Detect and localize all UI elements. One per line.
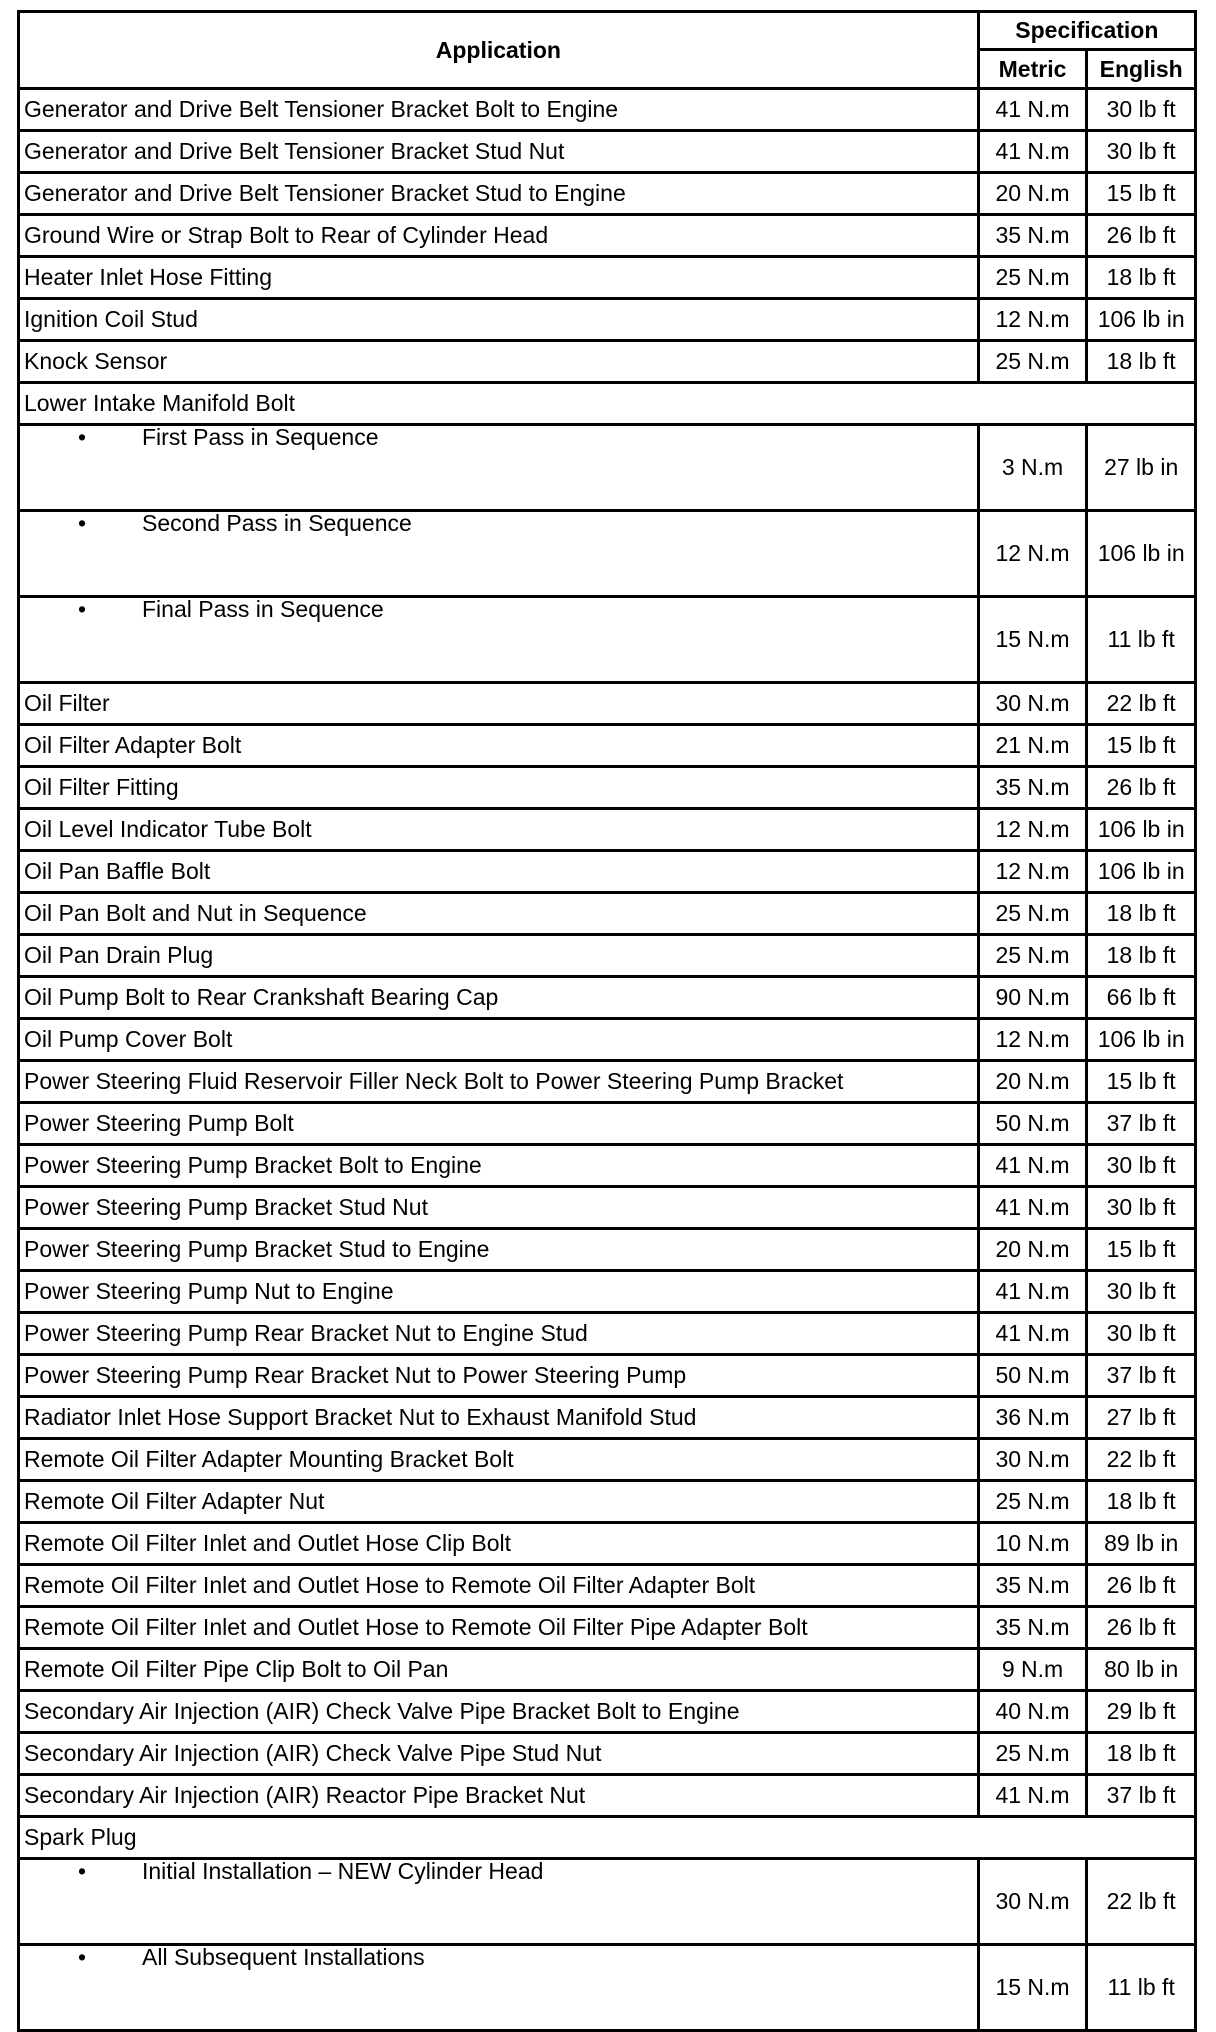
table-row bbox=[19, 173, 1196, 215]
application-cell: Remote Oil Filter Adapter Mounting Bracket Bolt bbox=[19, 1439, 979, 1481]
table-row bbox=[19, 809, 1196, 851]
application-cell: Generator and Drive Belt Tensioner Bracket Bolt to Engine bbox=[19, 89, 979, 131]
table-row bbox=[19, 1103, 1196, 1145]
metric-value: 25 N.m bbox=[978, 257, 1087, 299]
english-value: 37 lb ft bbox=[1087, 1355, 1196, 1397]
metric-value: 40 N.m bbox=[978, 1691, 1087, 1733]
application-cell bbox=[19, 597, 979, 683]
bullet-icon: • bbox=[77, 510, 87, 536]
metric-value: 41 N.m bbox=[978, 1775, 1087, 1817]
english-value: 15 lb ft bbox=[1087, 1229, 1196, 1271]
metric-value: 25 N.m bbox=[978, 893, 1087, 935]
metric-value: 36 N.m bbox=[978, 1397, 1087, 1439]
metric-value: 20 N.m bbox=[978, 173, 1087, 215]
english-value: 26 lb ft bbox=[1087, 1607, 1196, 1649]
application-cell: Secondary Air Injection (AIR) Check Valve Pipe Stud Nut bbox=[19, 1733, 979, 1775]
english-value: 27 lb in bbox=[1087, 425, 1196, 511]
table-row bbox=[19, 725, 1196, 767]
english-value: 106 lb in bbox=[1087, 511, 1196, 597]
metric-value: 41 N.m bbox=[978, 131, 1087, 173]
application-cell: Heater Inlet Hose Fitting bbox=[19, 257, 979, 299]
english-value: 18 lb ft bbox=[1087, 341, 1196, 383]
table-row bbox=[19, 977, 1196, 1019]
application-cell: Remote Oil Filter Inlet and Outlet Hose to Remote Oil Filter Pipe Adapter Bolt bbox=[19, 1607, 979, 1649]
metric-value: 50 N.m bbox=[978, 1103, 1087, 1145]
metric-value: 30 N.m bbox=[978, 1859, 1087, 1945]
table-row bbox=[19, 1439, 1196, 1481]
table-row bbox=[19, 1187, 1196, 1229]
table-row bbox=[19, 851, 1196, 893]
application-cell: Oil Pan Bolt and Nut in Sequence bbox=[19, 893, 979, 935]
english-value: 26 lb ft bbox=[1087, 215, 1196, 257]
table-row bbox=[19, 1775, 1196, 1817]
table-header bbox=[19, 12, 1196, 89]
metric-value: 15 N.m bbox=[978, 1945, 1087, 2031]
metric-header: Metric bbox=[978, 50, 1087, 89]
sub-step-row bbox=[19, 1859, 1196, 1945]
english-value: 18 lb ft bbox=[1087, 935, 1196, 977]
english-value: 22 lb ft bbox=[1087, 683, 1196, 725]
application-cell: Power Steering Pump Bracket Stud Nut bbox=[19, 1187, 979, 1229]
application-cell bbox=[19, 425, 979, 511]
application-cell: Secondary Air Injection (AIR) Reactor Pipe Bracket Nut bbox=[19, 1775, 979, 1817]
torque-spec-table bbox=[17, 10, 1197, 2032]
application-cell: Oil Pump Bolt to Rear Crankshaft Bearing Cap bbox=[19, 977, 979, 1019]
bullet-icon: • bbox=[77, 1858, 87, 1884]
metric-value: 10 N.m bbox=[978, 1523, 1087, 1565]
english-value: 89 lb in bbox=[1087, 1523, 1196, 1565]
table-row bbox=[19, 1271, 1196, 1313]
english-value: 26 lb ft bbox=[1087, 767, 1196, 809]
english-value: 66 lb ft bbox=[1087, 977, 1196, 1019]
english-value: 15 lb ft bbox=[1087, 173, 1196, 215]
metric-value: 21 N.m bbox=[978, 725, 1087, 767]
bullet-icon: • bbox=[77, 1944, 87, 1970]
english-value: 18 lb ft bbox=[1087, 1481, 1196, 1523]
application-cell: Generator and Drive Belt Tensioner Bracket Stud Nut bbox=[19, 131, 979, 173]
header-row-top bbox=[19, 12, 1196, 50]
bullet-icon: • bbox=[77, 424, 87, 450]
english-value: 18 lb ft bbox=[1087, 1733, 1196, 1775]
application-cell: Radiator Inlet Hose Support Bracket Nut to Exhaust Manifold Stud bbox=[19, 1397, 979, 1439]
english-value: 30 lb ft bbox=[1087, 1313, 1196, 1355]
english-value: 106 lb in bbox=[1087, 1019, 1196, 1061]
application-cell bbox=[19, 1945, 979, 2031]
metric-value: 20 N.m bbox=[978, 1061, 1087, 1103]
step-label: Final Pass in Sequence bbox=[142, 596, 384, 622]
metric-value: 35 N.m bbox=[978, 1565, 1087, 1607]
english-value: 30 lb ft bbox=[1087, 1271, 1196, 1313]
sub-step-row bbox=[19, 511, 1196, 597]
application-cell: Remote Oil Filter Inlet and Outlet Hose to Remote Oil Filter Adapter Bolt bbox=[19, 1565, 979, 1607]
english-value: 106 lb in bbox=[1087, 299, 1196, 341]
metric-value: 25 N.m bbox=[978, 1733, 1087, 1775]
table-row bbox=[19, 1691, 1196, 1733]
english-value: 11 lb ft bbox=[1087, 1945, 1196, 2031]
table-row bbox=[19, 893, 1196, 935]
metric-value: 25 N.m bbox=[978, 935, 1087, 977]
table-row bbox=[19, 131, 1196, 173]
table-row bbox=[19, 1313, 1196, 1355]
english-value: 37 lb ft bbox=[1087, 1775, 1196, 1817]
english-value: 30 lb ft bbox=[1087, 1145, 1196, 1187]
application-cell: Remote Oil Filter Adapter Nut bbox=[19, 1481, 979, 1523]
metric-value: 41 N.m bbox=[978, 89, 1087, 131]
table-row bbox=[19, 683, 1196, 725]
step-label: Initial Installation – NEW Cylinder Head bbox=[142, 1858, 544, 1884]
application-cell: Knock Sensor bbox=[19, 341, 979, 383]
english-value: 22 lb ft bbox=[1087, 1859, 1196, 1945]
group-label: Lower Intake Manifold Bolt bbox=[19, 383, 1196, 425]
specification-header: Specification bbox=[978, 12, 1195, 50]
metric-value: 12 N.m bbox=[978, 299, 1087, 341]
table-row bbox=[19, 767, 1196, 809]
table-row bbox=[19, 1733, 1196, 1775]
application-cell: Power Steering Pump Bolt bbox=[19, 1103, 979, 1145]
table-row bbox=[19, 1523, 1196, 1565]
metric-value: 50 N.m bbox=[978, 1355, 1087, 1397]
application-cell: Oil Pan Baffle Bolt bbox=[19, 851, 979, 893]
application-cell: Power Steering Pump Bracket Bolt to Engine bbox=[19, 1145, 979, 1187]
table-row bbox=[19, 1355, 1196, 1397]
application-cell: Secondary Air Injection (AIR) Check Valve Pipe Bracket Bolt to Engine bbox=[19, 1691, 979, 1733]
english-value: 18 lb ft bbox=[1087, 893, 1196, 935]
bullet-icon: • bbox=[77, 596, 87, 622]
english-value: 15 lb ft bbox=[1087, 1061, 1196, 1103]
metric-value: 41 N.m bbox=[978, 1313, 1087, 1355]
application-cell: Oil Filter Fitting bbox=[19, 767, 979, 809]
application-header: Application bbox=[19, 12, 979, 89]
english-value: 27 lb ft bbox=[1087, 1397, 1196, 1439]
table-body bbox=[19, 89, 1196, 2031]
application-cell: Generator and Drive Belt Tensioner Bracket Stud to Engine bbox=[19, 173, 979, 215]
metric-value: 12 N.m bbox=[978, 511, 1087, 597]
metric-value: 12 N.m bbox=[978, 1019, 1087, 1061]
metric-value: 3 N.m bbox=[978, 425, 1087, 511]
english-value: 29 lb ft bbox=[1087, 1691, 1196, 1733]
table-row bbox=[19, 257, 1196, 299]
metric-value: 15 N.m bbox=[978, 597, 1087, 683]
table-row bbox=[19, 1649, 1196, 1691]
metric-value: 12 N.m bbox=[978, 809, 1087, 851]
metric-value: 90 N.m bbox=[978, 977, 1087, 1019]
application-cell: Remote Oil Filter Pipe Clip Bolt to Oil Pan bbox=[19, 1649, 979, 1691]
table-row bbox=[19, 1607, 1196, 1649]
metric-value: 41 N.m bbox=[978, 1271, 1087, 1313]
english-value: 11 lb ft bbox=[1087, 597, 1196, 683]
table-row bbox=[19, 1061, 1196, 1103]
sub-step-row bbox=[19, 597, 1196, 683]
english-value: 37 lb ft bbox=[1087, 1103, 1196, 1145]
application-cell: Oil Level Indicator Tube Bolt bbox=[19, 809, 979, 851]
step-label: First Pass in Sequence bbox=[142, 424, 379, 450]
metric-value: 35 N.m bbox=[978, 215, 1087, 257]
table-row bbox=[19, 1019, 1196, 1061]
table-row bbox=[19, 1229, 1196, 1271]
application-cell: Power Steering Pump Rear Bracket Nut to Power Steering Pump bbox=[19, 1355, 979, 1397]
application-cell bbox=[19, 511, 979, 597]
application-cell: Power Steering Pump Nut to Engine bbox=[19, 1271, 979, 1313]
english-value: 18 lb ft bbox=[1087, 257, 1196, 299]
table-row bbox=[19, 1145, 1196, 1187]
group-row bbox=[19, 383, 1196, 425]
step-label: Second Pass in Sequence bbox=[142, 510, 412, 536]
application-cell: Oil Filter bbox=[19, 683, 979, 725]
metric-value: 41 N.m bbox=[978, 1187, 1087, 1229]
metric-value: 20 N.m bbox=[978, 1229, 1087, 1271]
application-cell: Power Steering Fluid Reservoir Filler Neck Bolt to Power Steering Pump Bracket bbox=[19, 1061, 979, 1103]
application-cell: Oil Filter Adapter Bolt bbox=[19, 725, 979, 767]
application-cell: Remote Oil Filter Inlet and Outlet Hose Clip Bolt bbox=[19, 1523, 979, 1565]
table-row bbox=[19, 1481, 1196, 1523]
group-label: Spark Plug bbox=[19, 1817, 1196, 1859]
english-value: 30 lb ft bbox=[1087, 1187, 1196, 1229]
metric-value: 30 N.m bbox=[978, 683, 1087, 725]
english-value: 30 lb ft bbox=[1087, 131, 1196, 173]
application-cell: Power Steering Pump Rear Bracket Nut to Engine Stud bbox=[19, 1313, 979, 1355]
table-row bbox=[19, 299, 1196, 341]
table-row bbox=[19, 89, 1196, 131]
step-label: All Subsequent Installations bbox=[142, 1944, 425, 1970]
application-cell: Oil Pump Cover Bolt bbox=[19, 1019, 979, 1061]
application-cell: Power Steering Pump Bracket Stud to Engine bbox=[19, 1229, 979, 1271]
metric-value: 30 N.m bbox=[978, 1439, 1087, 1481]
english-value: 26 lb ft bbox=[1087, 1565, 1196, 1607]
table-row bbox=[19, 215, 1196, 257]
sub-step-row bbox=[19, 1945, 1196, 2031]
english-value: 22 lb ft bbox=[1087, 1439, 1196, 1481]
application-cell bbox=[19, 1859, 979, 1945]
english-value: 15 lb ft bbox=[1087, 725, 1196, 767]
metric-value: 12 N.m bbox=[978, 851, 1087, 893]
metric-value: 41 N.m bbox=[978, 1145, 1087, 1187]
metric-value: 35 N.m bbox=[978, 1607, 1087, 1649]
table-row bbox=[19, 1397, 1196, 1439]
metric-value: 9 N.m bbox=[978, 1649, 1087, 1691]
english-value: 106 lb in bbox=[1087, 809, 1196, 851]
application-cell: Oil Pan Drain Plug bbox=[19, 935, 979, 977]
metric-value: 35 N.m bbox=[978, 767, 1087, 809]
metric-value: 25 N.m bbox=[978, 1481, 1087, 1523]
table-row bbox=[19, 1565, 1196, 1607]
application-cell: Ground Wire or Strap Bolt to Rear of Cylinder Head bbox=[19, 215, 979, 257]
table-row bbox=[19, 935, 1196, 977]
english-value: 106 lb in bbox=[1087, 851, 1196, 893]
metric-value: 25 N.m bbox=[978, 341, 1087, 383]
group-row bbox=[19, 1817, 1196, 1859]
sub-step-row bbox=[19, 425, 1196, 511]
application-cell: Ignition Coil Stud bbox=[19, 299, 979, 341]
english-value: 80 lb in bbox=[1087, 1649, 1196, 1691]
english-value: 30 lb ft bbox=[1087, 89, 1196, 131]
table-row bbox=[19, 341, 1196, 383]
english-header: English bbox=[1087, 50, 1196, 89]
